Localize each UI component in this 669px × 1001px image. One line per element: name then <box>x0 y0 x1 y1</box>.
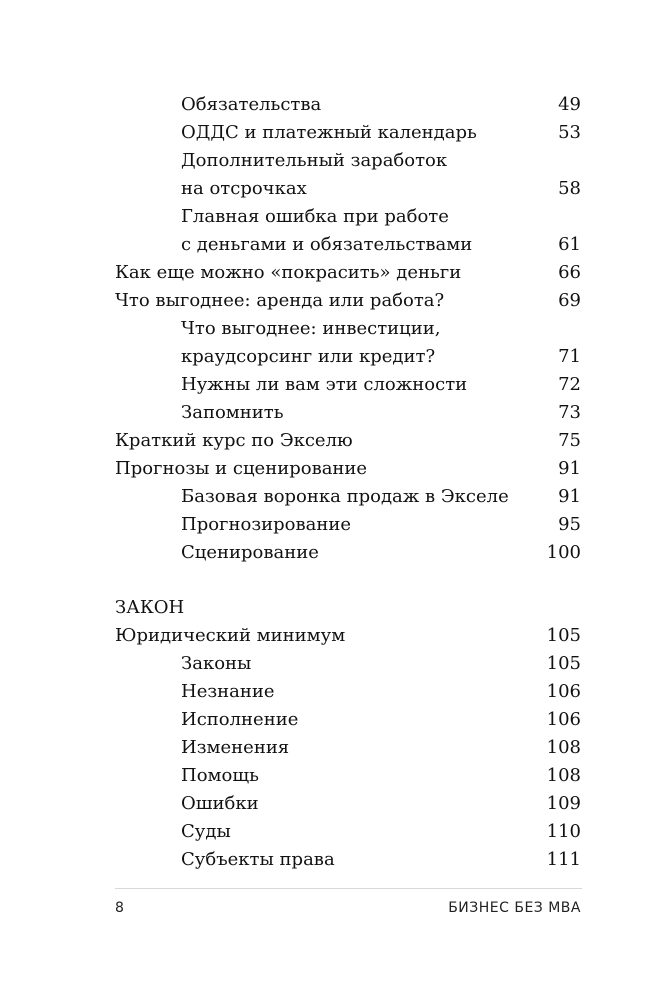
toc-entry-label: Запомнить <box>181 402 284 423</box>
toc-entry <box>181 203 449 231</box>
toc-entry-label: Обязательства <box>181 94 322 115</box>
toc-entry <box>181 818 231 846</box>
footer-book-title: БИЗНЕС БЕЗ МВА <box>448 900 581 916</box>
toc-entry <box>181 175 307 203</box>
toc-entry-label: Ошибки <box>181 793 259 814</box>
toc-entry-page: 71 <box>558 346 581 367</box>
toc-entry <box>181 315 440 343</box>
toc-entry <box>181 790 259 818</box>
toc-entry-label: Краткий курс по Экселю <box>115 430 353 451</box>
toc-entry <box>181 91 321 119</box>
toc-entry-page: 72 <box>558 374 581 395</box>
toc-entry-label: Законы <box>181 653 252 674</box>
toc-entry-label: Что выгоднее: аренда или работа? <box>115 290 445 311</box>
toc-entry-label: Нужны ли вам эти сложности <box>181 374 468 395</box>
toc-entry-label: Незнание <box>181 681 275 702</box>
toc-entry-label: Изменения <box>181 737 290 758</box>
toc-entry-page: 111 <box>546 849 581 870</box>
toc-entry <box>115 259 461 287</box>
toc-entry-label: с деньгами и обязательствами <box>181 234 473 255</box>
toc-entry-page: 108 <box>546 737 581 758</box>
toc-entry <box>115 455 367 483</box>
toc-entry-page: 61 <box>558 234 581 255</box>
toc-entry-page: 108 <box>546 765 581 786</box>
toc-entry-page: 75 <box>558 430 581 451</box>
toc-entry-page: 109 <box>546 793 581 814</box>
toc-entry <box>181 343 435 371</box>
toc-entry-label: краудсорсинг или кредит? <box>181 346 436 367</box>
toc-entry-page: 100 <box>546 542 581 563</box>
toc-entry <box>181 119 477 147</box>
toc-entry-label: Главная ошибка при работе <box>181 206 449 227</box>
toc-entry-page: 53 <box>558 122 581 143</box>
toc-entry-page: 66 <box>558 262 581 283</box>
toc-entry <box>181 231 472 259</box>
toc-entry-page: 91 <box>558 486 581 507</box>
toc-entry-label: Субъекты права <box>181 849 335 870</box>
toc-entry <box>181 762 259 790</box>
toc-entry <box>181 483 509 511</box>
toc-entry-page: 105 <box>546 653 581 674</box>
toc-entry-page: 73 <box>558 402 581 423</box>
toc-entry-label: Базовая воронка продаж в Экселе <box>181 486 509 507</box>
toc-entry <box>181 399 284 427</box>
toc-entry <box>181 846 335 874</box>
toc-entry-label: Прогнозирование <box>181 514 352 535</box>
toc-entry-page: 106 <box>546 709 581 730</box>
section-title: ЗАКОН <box>115 597 185 618</box>
toc-entry-page: 110 <box>546 821 581 842</box>
toc-entry-label: на отсрочках <box>181 178 307 199</box>
toc-entry-page: 105 <box>546 625 581 646</box>
toc-entry <box>181 706 298 734</box>
toc-entry <box>115 287 444 315</box>
toc-entry-page: 95 <box>558 514 581 535</box>
toc-entry-page: 58 <box>558 178 581 199</box>
footer-divider <box>115 888 582 889</box>
toc-entry <box>181 734 289 762</box>
toc-entry <box>181 371 467 399</box>
toc-entry-label: ОДДС и платежный календарь <box>181 122 477 143</box>
toc-entry-label: Юридический минимум <box>115 625 346 646</box>
toc-entry <box>181 511 351 539</box>
toc-entry-page: 91 <box>558 458 581 479</box>
footer-page-number: 8 <box>115 900 124 916</box>
toc-entry-label: Исполнение <box>181 709 299 730</box>
toc-entry <box>115 622 345 650</box>
toc-entry-page: 49 <box>558 94 581 115</box>
toc-entry-label: Сценирование <box>181 542 319 563</box>
toc-entry <box>181 678 275 706</box>
toc-entry <box>181 650 251 678</box>
toc-entry <box>115 427 353 455</box>
toc-entry-page: 106 <box>546 681 581 702</box>
toc-entry-page: 69 <box>558 290 581 311</box>
toc-entry-label: Что выгоднее: инвестиции, <box>181 318 441 339</box>
toc-entry-label: Суды <box>181 821 231 842</box>
toc-entry-label: Как еще можно «покрасить» деньги <box>115 262 462 283</box>
toc-entry-label: Прогнозы и сценирование <box>115 458 368 479</box>
toc-entry <box>181 147 447 175</box>
toc-entry <box>181 539 319 567</box>
toc-entry-label: Дополнительный заработок <box>181 150 448 171</box>
toc-entry-label: Помощь <box>181 765 259 786</box>
